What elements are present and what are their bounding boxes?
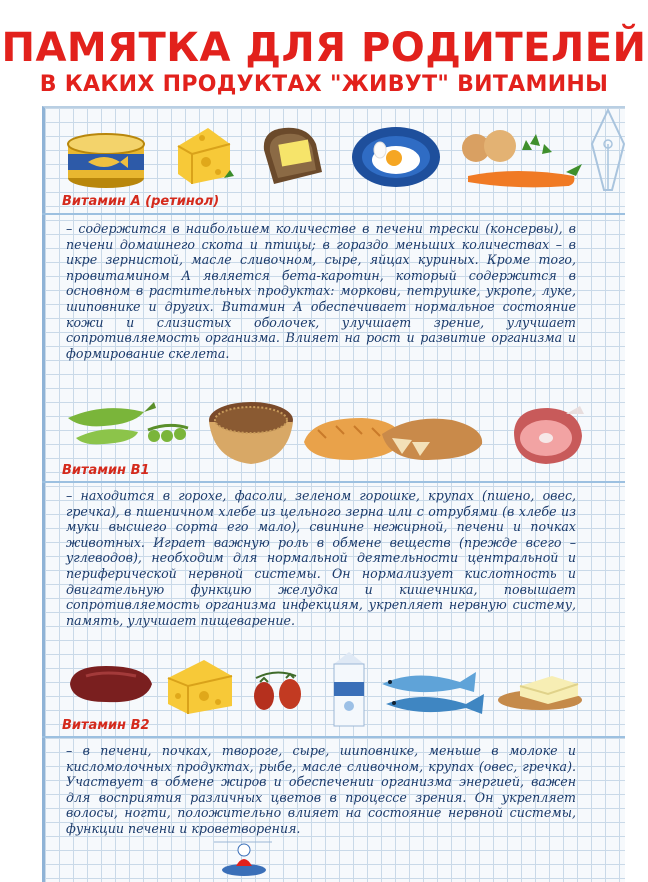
page-subtitle: В КАКИХ ПРОДУКТАХ "ЖИВУТ" ВИТАМИНЫ [39, 72, 609, 97]
cheese-icon [164, 656, 236, 718]
page-title: ПАМЯТКА ДЛЯ РОДИТЕЛЕЙ [1, 25, 647, 71]
bread-butter-icon [256, 120, 332, 192]
butter-icon [496, 666, 584, 712]
fish-icon [376, 666, 492, 720]
section-title-vitamin-b1: Витамин В1 [62, 463, 150, 478]
vegetables-icon [456, 126, 588, 198]
divider [42, 736, 625, 738]
milk-carton-icon [326, 648, 372, 730]
publisher-logo-icon [208, 836, 278, 880]
cheese-icon [172, 122, 236, 188]
section-text-vitamin-b2: – в печени, почках, твороге, сыре, шиповнике, меньше в молоке и кисломолочных продуктах, рыбе, масле сливочном, крупах (овес, гречка). Участвует в обмене жиров и обеспечении организма энергией, важен для восприятия различных цветов в процессе зрения. Он укрепляет волосы, ногти, положительно влияет на состояние нервной системы, функции печени и кроветворения. [66, 743, 576, 836]
buckwheat-bowl-icon [206, 398, 296, 468]
section-title-vitamin-b2: Витамин В2 [62, 718, 150, 733]
section-title-vitamin-a: Витамин А (ретинол) [62, 194, 220, 209]
divider [42, 213, 625, 215]
rosehip-icon [246, 664, 312, 716]
ham-icon [506, 402, 586, 468]
header [0, 0, 648, 104]
canned-fish-icon [64, 128, 148, 190]
section-text-vitamin-b1: – находится в горохе, фасоли, зеленом горошке, крупах (пшено, овес, гречка), в пшеничном хлебе из цельного зерна или с отрубями (в хлебе из муки высшего сорта его мало), свинине нежирной, печени и почках животных. Играет важную роль в обмене веществ (прежде всего – углеводов), необходим для нормальной деятельности центральной и периферической нервной системы. Он нормализует кислотность и двигательную функцию желудка и кишечника, повышает сопротивляемость организма инфекциям, укрепляет нервную систему, память, улучшает пищеварение. [66, 488, 576, 628]
divider [42, 481, 625, 483]
bread-loaves-icon [302, 408, 486, 464]
peas-icon [64, 398, 194, 454]
liver-icon [66, 662, 156, 706]
section-text-vitamin-a: – содержится в наибольшем количестве в печени трески (консервы), в печени домашнего скота и птицы; в гораздо меньших количествах – в икре зернистой, масле сливочном, сыре, яйцах куриных. Кроме того, провитамином А является бета-каротин, который содержится в основном в растительных продуктах: моркови, петрушке, укропе, луке, шиповнике и других. Витамин А обеспечивает нормальное состояние кожи и слизистых оболочек, улучшает зрение, улучшает сопротивляемость организма. Влияет на рост и развитие организма и формирование скелета. [66, 221, 576, 361]
egg-plate-icon [350, 124, 442, 190]
